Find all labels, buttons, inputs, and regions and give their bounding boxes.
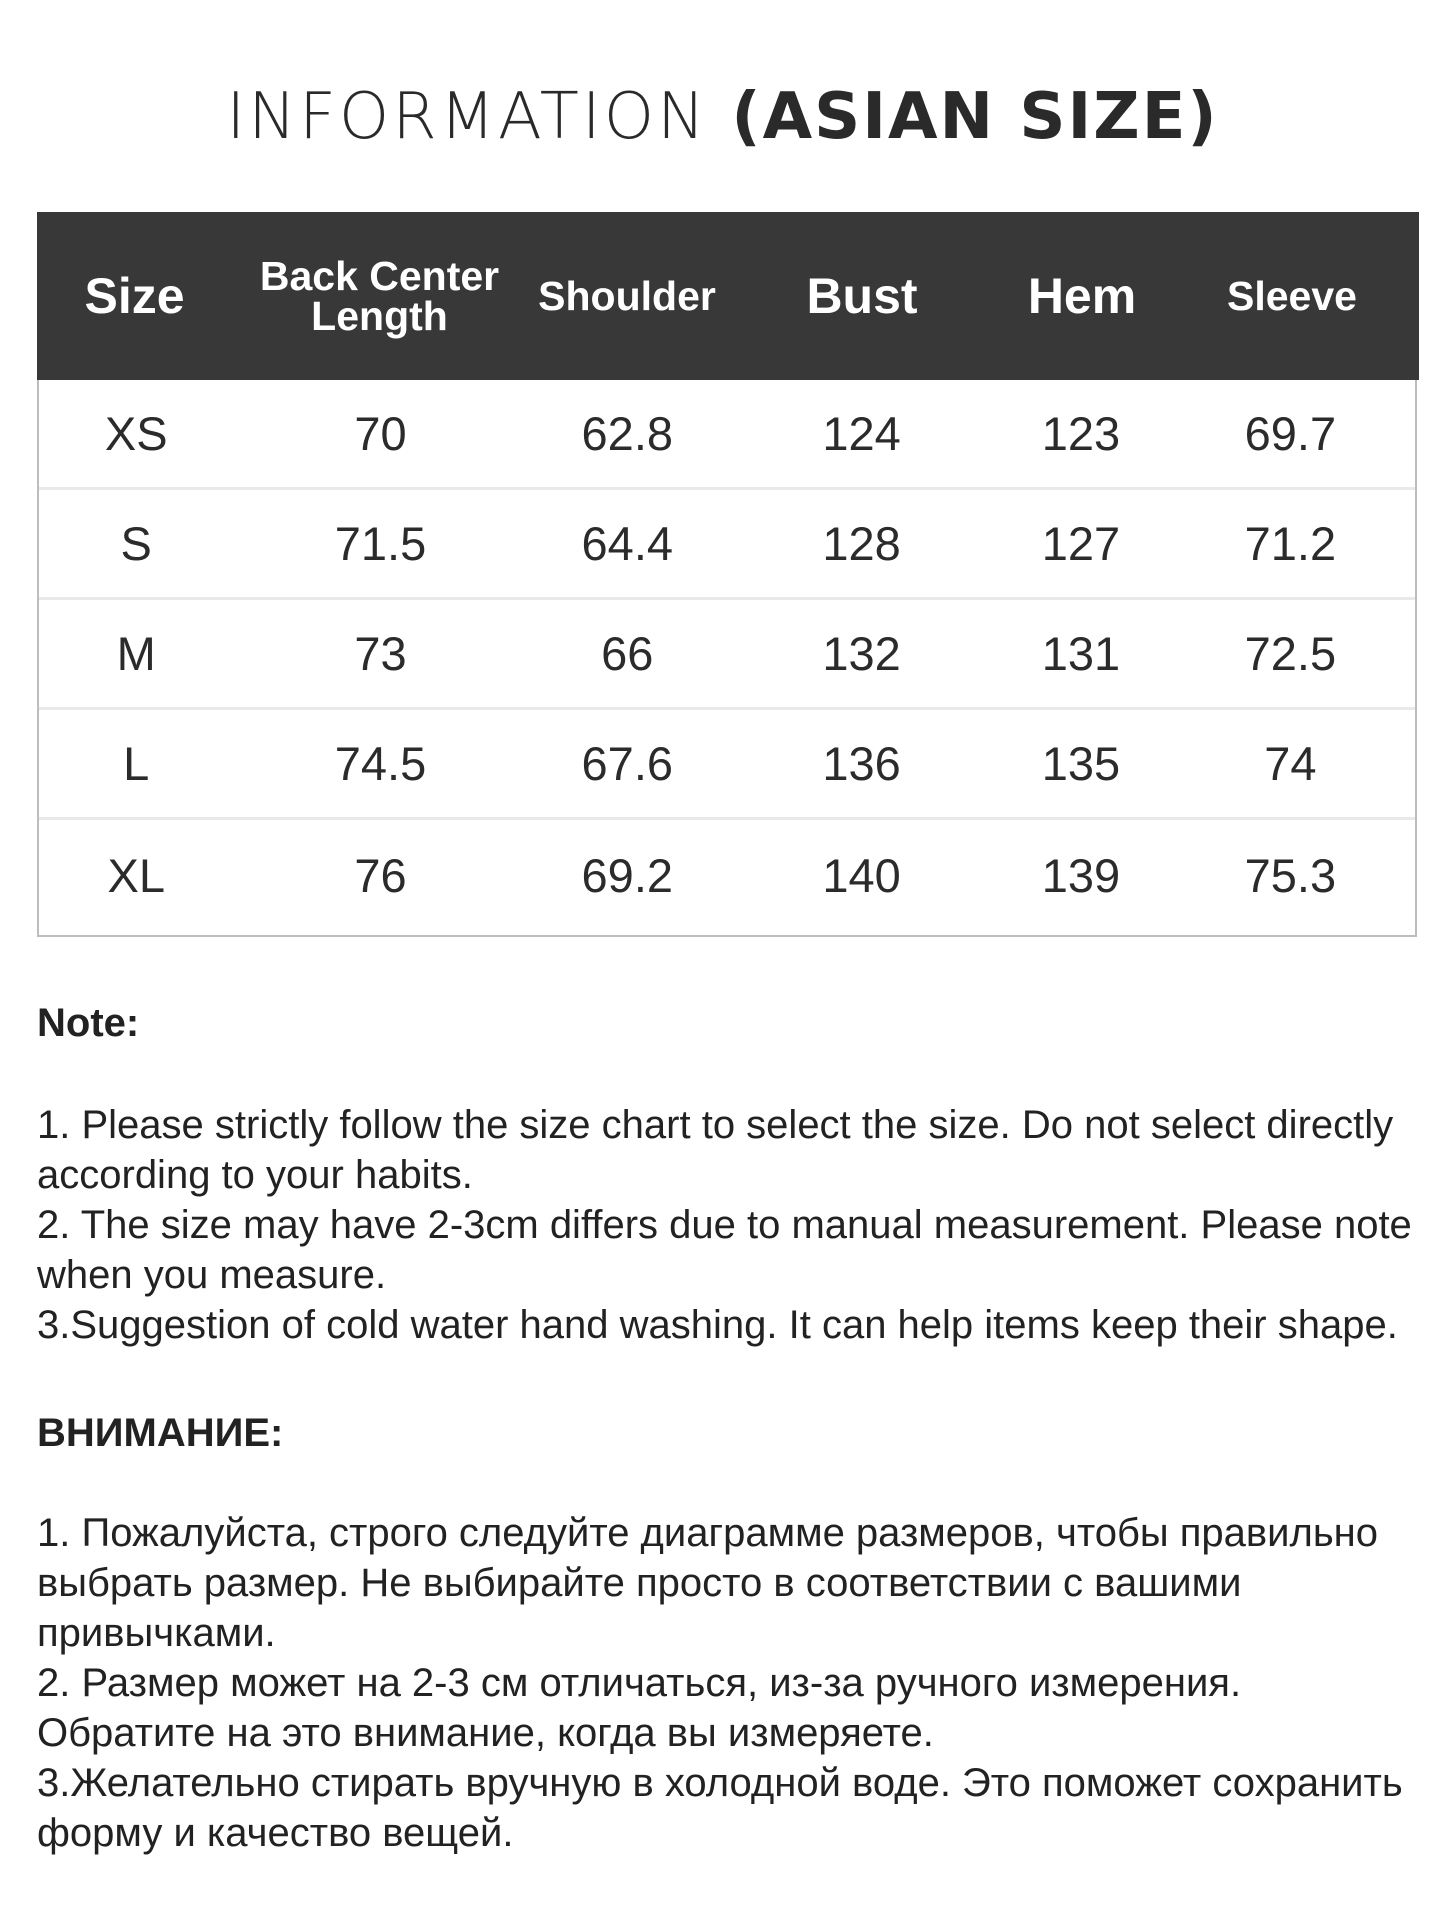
header-bust: Bust — [806, 268, 918, 324]
table-row — [39, 490, 1415, 600]
header-size: Size — [84, 268, 185, 324]
cell-hem: 131 — [1041, 627, 1121, 680]
table-row — [39, 820, 1415, 930]
cell-bust: 132 — [822, 627, 901, 680]
cell-shoulder: 69.2 — [581, 848, 674, 902]
title-bold: (ASIAN SIZE) — [731, 80, 1219, 154]
cell-back-center-length: 74.5 — [334, 737, 427, 790]
ru-note-heading: ВНИМАНИЕ: — [37, 1411, 284, 1455]
cell-back-center-length: 70 — [354, 407, 407, 460]
title-light: INFORMATION — [226, 80, 732, 154]
size-table — [37, 212, 1417, 937]
ru-note-item: 2. Размер может на 2-3 см отличаться, из-за ручного измерения. Обратите на это внимание, когда вы измеряете. — [37, 1661, 1242, 1755]
cell-bust: 140 — [822, 848, 901, 902]
note-heading: Note: — [37, 1001, 140, 1045]
header-back-center-length: Back Center Length — [259, 253, 500, 339]
table-header — [37, 212, 1419, 380]
cell-sleeve: 75.3 — [1244, 848, 1337, 902]
cell-back-center-length: 71.5 — [334, 517, 427, 570]
cell-size: M — [116, 627, 156, 680]
note-item: 1. Please strictly follow the size chart to select the size. Do not select directly according to your habits. — [37, 1103, 1394, 1197]
cell-size: XL — [107, 848, 165, 902]
cell-shoulder: 64.4 — [581, 517, 674, 570]
table-row — [39, 600, 1415, 710]
cell-back-center-length: 76 — [354, 848, 407, 902]
cell-sleeve: 72.5 — [1244, 627, 1337, 680]
cell-hem: 127 — [1041, 517, 1121, 570]
cell-sleeve: 71.2 — [1244, 517, 1337, 570]
table-body — [39, 380, 1415, 935]
note-item: 2. The size may have 2-3cm differs due to manual measurement. Please note when you measure. — [37, 1203, 1412, 1297]
cell-sleeve: 74 — [1264, 737, 1317, 790]
cell-hem: 139 — [1041, 848, 1121, 902]
table-row — [39, 380, 1415, 490]
cell-bust: 124 — [822, 407, 901, 460]
cell-shoulder: 66 — [601, 627, 654, 680]
cell-hem: 123 — [1041, 407, 1121, 460]
cell-size: S — [120, 517, 152, 570]
cell-back-center-length: 73 — [354, 627, 407, 680]
cell-size: XS — [104, 407, 168, 460]
cell-bust: 136 — [822, 737, 901, 790]
header-shoulder: Shoulder — [538, 273, 716, 319]
header-hem: Hem — [1027, 268, 1137, 324]
cell-hem: 135 — [1041, 737, 1121, 790]
cell-bust: 128 — [822, 517, 901, 570]
cell-sleeve: 69.7 — [1244, 407, 1337, 460]
cell-shoulder: 62.8 — [581, 407, 674, 460]
page-title — [0, 72, 1445, 159]
ru-note-item: 3.Желательно стирать вручную в холодной воде. Это поможет сохранить форму и качество вещей. — [37, 1761, 1403, 1855]
header-sleeve: Sleeve — [1227, 273, 1357, 319]
table-row — [39, 710, 1415, 820]
cell-size: L — [123, 737, 150, 790]
ru-note-item: 1. Пожалуйста, строго следуйте диаграмме размеров, чтобы правильно выбрать размер. Не выбирайте просто в соответствии с вашими привычками. — [37, 1511, 1379, 1655]
note-item: 3.Suggestion of cold water hand washing. It can help items keep their shape. — [37, 1303, 1398, 1347]
cell-shoulder: 67.6 — [581, 737, 674, 790]
